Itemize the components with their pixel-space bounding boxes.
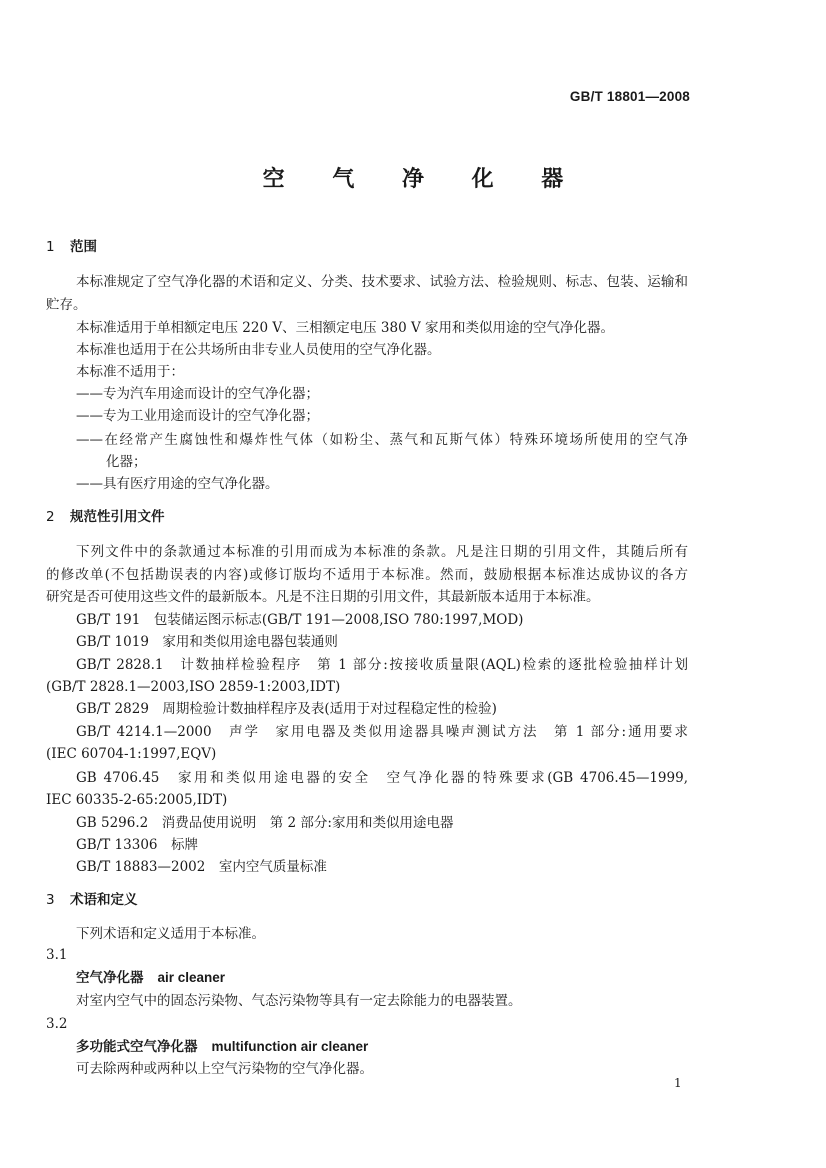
term-en: multifunction air cleaner	[211, 1039, 369, 1054]
term-number: 3.2	[46, 1016, 68, 1032]
reference-entry-cont: (IEC 60704-1:1997,EQV)	[46, 746, 217, 762]
reference-entry-cont: IEC 60335-2-65:2005,IDT)	[46, 792, 228, 808]
standard-code: GB/T 18801—2008	[569, 89, 690, 104]
term-definition: 对室内空气中的固态污染物、气态污染物等具有一定去除能力的电器装置。	[76, 993, 522, 1009]
section-number: 1	[46, 239, 55, 255]
reference-entry: GB/T 4214.1—2000 声学 家用电器及类似用途器具噪声测试方法 第 1 部分:通用要求	[76, 724, 688, 740]
term-number: 3.1	[46, 947, 68, 963]
reference-entry-cont: (GB/T 2828.1—2003,ISO 2859-1:2003,IDT)	[46, 679, 341, 695]
scope-paragraph-1-cont: 贮存。	[46, 297, 87, 313]
references-intro-line: 下列文件中的条款通过本标准的引用而成为本标准的条款。凡是注日期的引用文件，其随后所有	[76, 544, 688, 560]
reference-entry: GB 4706.45 家用和类似用途电器的安全 空气净化器的特殊要求(GB 4706.45—1999,	[76, 770, 688, 786]
document-title: 空 气 净 化 器	[262, 167, 584, 192]
list-item-cont: 化器；	[106, 454, 147, 470]
list-item: ——专为汽车用途而设计的空气净化器；	[76, 386, 319, 402]
list-item: ——具有医疗用途的空气净化器。	[76, 476, 279, 492]
terms-intro: 下列术语和定义适用于本标准。	[76, 926, 265, 942]
section-title: 规范性引用文件	[70, 509, 165, 525]
term-heading	[76, 968, 225, 988]
scope-paragraph-3: 本标准也适用于在公共场所由非专业人员使用的空气净化器。	[76, 342, 441, 358]
scope-paragraph-4: 本标准不适用于：	[76, 364, 184, 380]
reference-entry: GB/T 1019 家用和类似用途电器包装通则	[76, 634, 338, 650]
term-zh: 多功能式空气净化器	[76, 1039, 198, 1055]
reference-entry: GB/T 13306 标牌	[76, 837, 198, 853]
reference-entry: GB/T 18883—2002 室内空气质量标准	[76, 859, 327, 875]
section-number: 2	[46, 509, 55, 525]
section-number: 3	[46, 892, 55, 908]
term-definition: 可去除两种或两种以上空气污染物的空气净化器。	[76, 1061, 373, 1077]
references-intro-line: 的修改单(不包括勘误表的内容)或修订版均不适用于本标准。然而，鼓励根据本标准达成协议的各方	[46, 567, 688, 583]
term-en: air cleaner	[157, 970, 226, 985]
reference-entry: GB 5296.2 消费品使用说明 第 2 部分:家用和类似用途电器	[76, 815, 454, 831]
section-1-heading	[46, 237, 97, 257]
reference-entry: GB/T 191 包装储运图示标志(GB/T 191—2008,ISO 780:1997,MOD)	[76, 612, 524, 628]
page-number: 1	[674, 1076, 682, 1090]
scope-paragraph-2: 本标准适用于单相额定电压 220 V、三相额定电压 380 V 家用和类似用途的空气净化器。	[76, 320, 614, 336]
section-title: 术语和定义	[70, 892, 138, 908]
scope-paragraph-1: 本标准规定了空气净化器的术语和定义、分类、技术要求、试验方法、检验规则、标志、包装、运输和	[76, 274, 688, 290]
term-zh: 空气净化器	[76, 970, 144, 986]
list-item: ——在经常产生腐蚀性和爆炸性气体（如粉尘、蒸气和瓦斯气体）特殊环境场所使用的空气净	[76, 432, 688, 448]
section-title: 范围	[70, 239, 97, 255]
reference-entry: GB/T 2828.1 计数抽样检验程序 第 1 部分:按接收质量限(AQL)检索的逐批检验抽样计划	[76, 657, 688, 673]
references-intro-line: 研究是否可使用这些文件的最新版本。凡是不注日期的引用文件，其最新版本适用于本标准。	[46, 589, 600, 605]
section-2-heading	[46, 507, 165, 527]
reference-entry: GB/T 2829 周期检验计数抽样程序及表(适用于对过程稳定性的检验)	[76, 701, 497, 717]
section-3-heading	[46, 890, 138, 910]
list-item: ——专为工业用途而设计的空气净化器；	[76, 408, 319, 424]
term-heading	[76, 1037, 368, 1057]
